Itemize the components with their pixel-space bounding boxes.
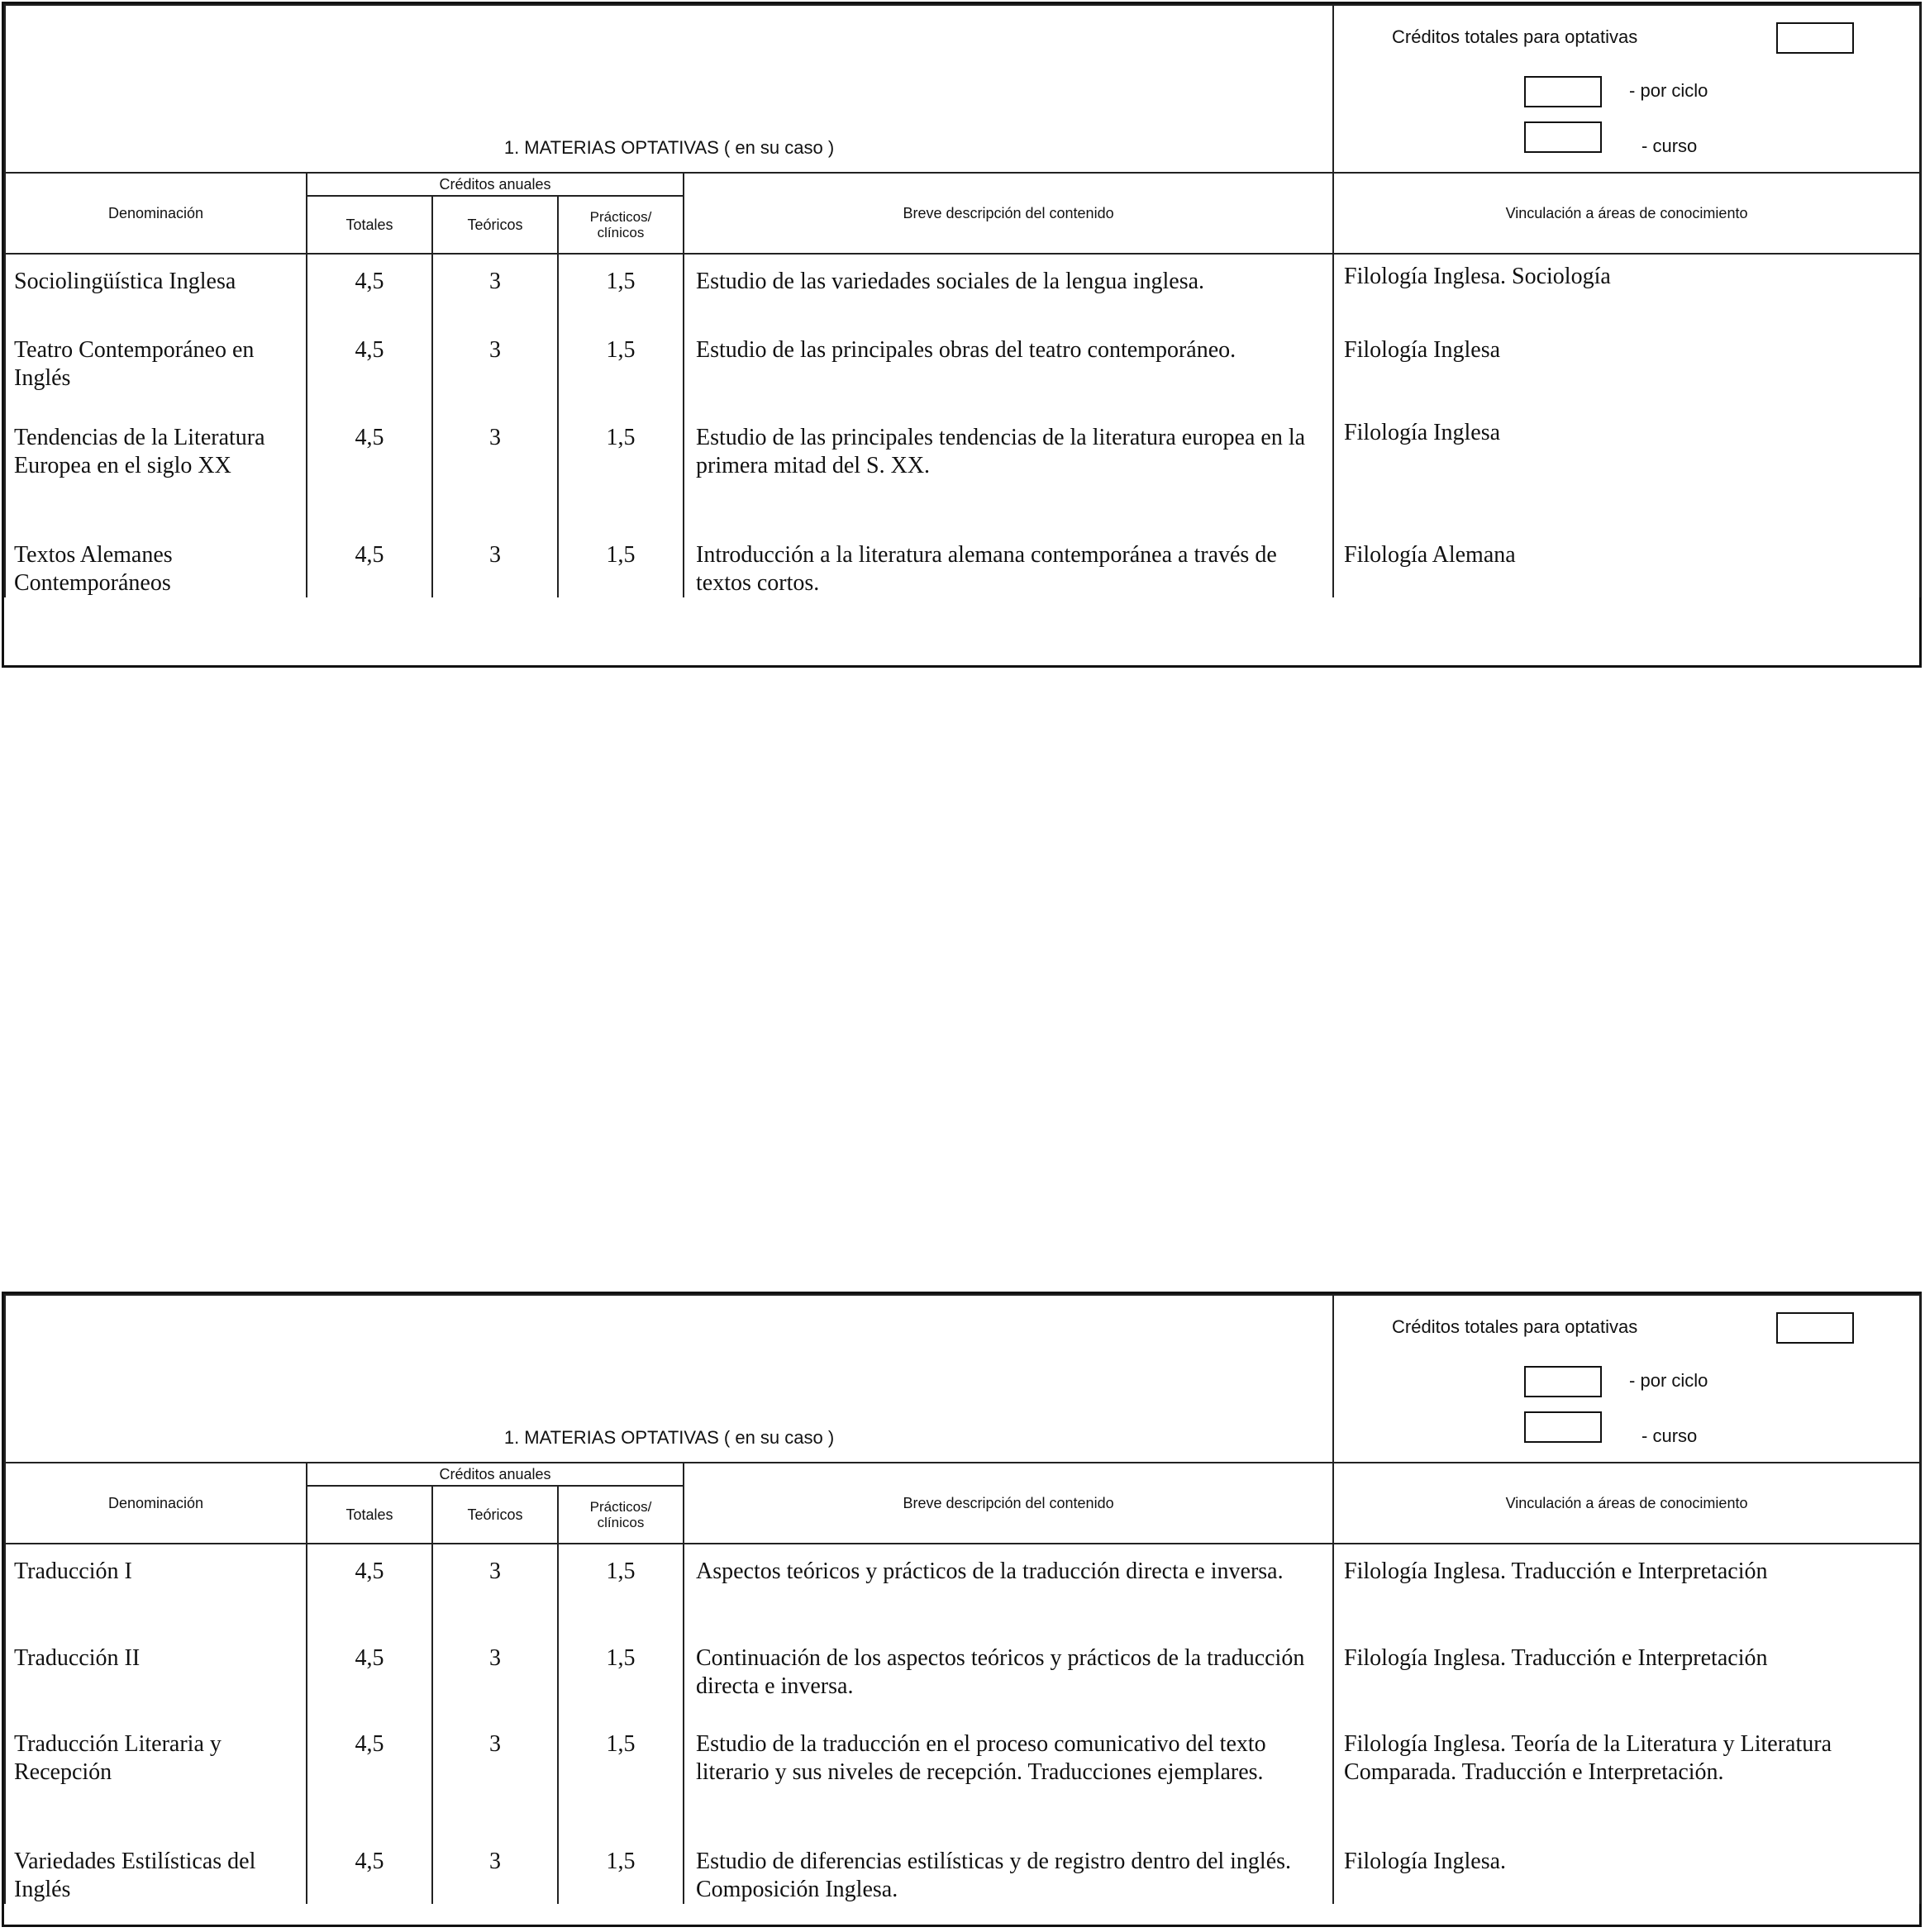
subject-description: Estudio de las principales tendencias de la literatura europea en la primera mitad del S. XX. (684, 411, 1333, 528)
section-title: 1. MATERIAS OPTATIVAS ( en su caso ) (5, 5, 1333, 173)
table-row (5, 254, 1920, 323)
credits-theory: 3 (432, 528, 558, 597)
credits-summary-panel (1333, 1295, 1920, 1463)
knowledge-areas: Filología Inglesa. Traducción e Interpretación (1333, 1544, 1920, 1631)
knowledge-areas: Filología Inglesa (1333, 411, 1920, 528)
credits-theory: 3 (432, 411, 558, 528)
credits-total-box (1776, 1312, 1854, 1344)
credits-totals: 4,5 (307, 1631, 432, 1717)
col-header-practice-line2: clínicos (597, 1515, 645, 1530)
credits-practice: 1,5 (558, 411, 684, 528)
col-header-description: Breve descripción del contenido (684, 1463, 1333, 1544)
credits-practice: 1,5 (558, 254, 684, 323)
col-header-practice-line1: Prácticos/ (589, 1499, 652, 1515)
credits-practice: 1,5 (558, 1717, 684, 1834)
credits-totals: 4,5 (307, 1544, 432, 1631)
subject-name: Textos Alemanes Contemporáneos (5, 528, 307, 597)
credits-practice: 1,5 (558, 323, 684, 411)
credits-totals: 4,5 (307, 528, 432, 597)
credits-practice: 1,5 (558, 1834, 684, 1904)
credits-totals: 4,5 (307, 1834, 432, 1904)
credits-theory: 3 (432, 1544, 558, 1631)
knowledge-areas: Filología Alemana (1333, 528, 1920, 597)
per-cycle-label: - por ciclo (1629, 80, 1708, 101)
table-row (5, 1544, 1920, 1631)
knowledge-areas: Filología Inglesa. (1333, 1834, 1920, 1904)
col-header-practice (558, 196, 684, 254)
credits-totals: 4,5 (307, 1717, 432, 1834)
subject-name: Sociolingüística Inglesa (5, 254, 307, 323)
optional-subjects-table-2 (2, 1292, 1922, 1927)
credits-theory: 3 (432, 1631, 558, 1717)
subject-description: Estudio de diferencias estilísticas y de registro dentro del inglés. Composición Inglesa. (684, 1834, 1333, 1904)
subjects-table (4, 1294, 1921, 1904)
col-header-areas: Vinculación a áreas de conocimiento (1333, 173, 1920, 254)
col-header-practice-line2: clínicos (597, 225, 645, 240)
credits-practice: 1,5 (558, 1631, 684, 1717)
subject-description: Introducción a la literatura alemana contemporánea a través de textos cortos. (684, 528, 1333, 597)
subject-description: Aspectos teóricos y prácticos de la traducción directa e inversa. (684, 1544, 1333, 1631)
credits-theory: 3 (432, 1834, 558, 1904)
credits-summary-panel (1333, 5, 1920, 173)
credits-totals: 4,5 (307, 411, 432, 528)
knowledge-areas: Filología Inglesa. Sociología (1333, 254, 1920, 323)
col-header-totals: Totales (307, 196, 432, 254)
optional-subjects-table-1 (2, 2, 1922, 668)
per-cycle-box (1524, 1366, 1602, 1397)
col-header-theory: Teóricos (432, 196, 558, 254)
credits-practice: 1,5 (558, 528, 684, 597)
table-row (5, 411, 1920, 528)
subject-description: Estudio de las variedades sociales de la lengua inglesa. (684, 254, 1333, 323)
col-header-theory: Teóricos (432, 1486, 558, 1544)
subject-description: Continuación de los aspectos teóricos y prácticos de la traducción directa e inversa. (684, 1631, 1333, 1717)
col-header-name: Denominación (5, 1463, 307, 1544)
table-row (5, 1834, 1920, 1904)
knowledge-areas: Filología Inglesa. Teoría de la Literatura y Literatura Comparada. Traducción e Interpretación. (1333, 1717, 1920, 1834)
subject-name: Traducción I (5, 1544, 307, 1631)
col-header-annual-credits: Créditos anuales (307, 1463, 684, 1486)
subject-description: Estudio de la traducción en el proceso comunicativo del texto literario y sus niveles de recepción. Traducciones ejemplares. (684, 1717, 1333, 1834)
credits-theory: 3 (432, 254, 558, 323)
subject-name: Teatro Contemporáneo en Inglés (5, 323, 307, 411)
table-row (5, 528, 1920, 597)
credits-total-label: Créditos totales para optativas (1392, 1316, 1638, 1337)
subject-description: Estudio de las principales obras del teatro contemporáneo. (684, 323, 1333, 411)
credits-practice: 1,5 (558, 1544, 684, 1631)
col-header-description: Breve descripción del contenido (684, 173, 1333, 254)
col-header-practice (558, 1486, 684, 1544)
table-row (5, 1717, 1920, 1834)
col-header-areas: Vinculación a áreas de conocimiento (1333, 1463, 1920, 1544)
credits-total-box (1776, 22, 1854, 54)
col-header-name: Denominación (5, 173, 307, 254)
credits-total-label: Créditos totales para optativas (1392, 26, 1638, 47)
course-label: - curso (1641, 1425, 1698, 1446)
subject-name: Variedades Estilísticas del Inglés (5, 1834, 307, 1904)
subject-name: Tendencias de la Literatura Europea en el siglo XX (5, 411, 307, 528)
subject-name: Traducción Literaria y Recepción (5, 1717, 307, 1834)
per-cycle-label: - por ciclo (1629, 1370, 1708, 1391)
credits-theory: 3 (432, 1717, 558, 1834)
subject-name: Traducción II (5, 1631, 307, 1717)
col-header-annual-credits: Créditos anuales (307, 173, 684, 196)
credits-totals: 4,5 (307, 254, 432, 323)
section-title: 1. MATERIAS OPTATIVAS ( en su caso ) (5, 1295, 1333, 1463)
course-box (1524, 121, 1602, 153)
knowledge-areas: Filología Inglesa. Traducción e Interpretación (1333, 1631, 1920, 1717)
subjects-table (4, 4, 1921, 597)
credits-totals: 4,5 (307, 323, 432, 411)
table-row (5, 323, 1920, 411)
col-header-practice-line1: Prácticos/ (589, 209, 652, 225)
table-row (5, 1631, 1920, 1717)
per-cycle-box (1524, 76, 1602, 107)
knowledge-areas: Filología Inglesa (1333, 323, 1920, 411)
credits-theory: 3 (432, 323, 558, 411)
col-header-totals: Totales (307, 1486, 432, 1544)
course-label: - curso (1641, 136, 1698, 156)
course-box (1524, 1411, 1602, 1443)
